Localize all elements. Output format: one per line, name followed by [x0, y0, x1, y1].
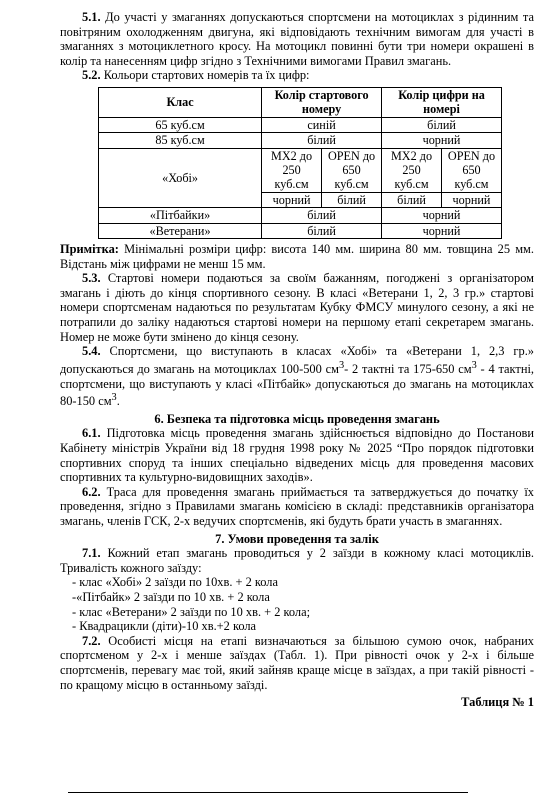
- paragraph-7-1: 7.1. Кожний етап змагань проводиться у 2 заїзди в кожному класі мотоциклів. Тривалість кожного заїзду:: [60, 546, 534, 575]
- list-item: -«Пітбайк» 2 заїзди по 10 хв. + 2 кола: [72, 589, 270, 604]
- list-item: - клас «Хобі» 2 заїзди по 10хв. + 2 кола: [72, 575, 278, 590]
- cell: білий: [262, 208, 382, 223]
- cell: чорний: [382, 223, 502, 238]
- paragraph-5-2: 5.2. Кольори стартових номерів та їх цифр:: [82, 68, 310, 83]
- th-class: Клас: [99, 87, 262, 117]
- cell: «Ветерани»: [99, 223, 262, 238]
- cell: білий: [382, 117, 502, 132]
- cell: 65 куб.см: [99, 117, 262, 132]
- cell: білий: [382, 192, 442, 207]
- table-number-label: Таблиця № 1: [461, 695, 534, 710]
- note: Примітка: Мінімальні розміри цифр: висота 140 мм. ширина 80 мм. товщина 25 мм. Відстань між цифрами не менш 15 мм.: [60, 242, 534, 271]
- cell: «Пітбайки»: [99, 208, 262, 223]
- section-6-heading: 6. Безпека та підготовка місць проведення змагань: [154, 411, 440, 426]
- cell: синій: [262, 117, 382, 132]
- cell-mx2: MX2 до 250 куб.см: [262, 148, 322, 192]
- cell: білий: [262, 223, 382, 238]
- list-item: - Квадрацикли (діти)-10 хв.+2 кола: [72, 619, 257, 634]
- start-number-colors-table: [98, 87, 502, 239]
- cell: 85 куб.см: [99, 133, 262, 148]
- paragraph-6-1: 6.1. Підготовка місць проведення змагань здійснюється відповідно до Постанови Кабінету міністрів України від 18 грудня 1998 року № 2025 “Про порядок підготовки спортивних споруд та інших спеціально відведених місць для проведення масових спортивних та культурно-видовищних заходів».: [60, 426, 534, 485]
- document-page: [60, 10, 534, 710]
- cell-open: OPEN до 650 куб.см: [322, 148, 382, 192]
- cell: білий: [262, 133, 382, 148]
- paragraph-7-2: 7.2. Особисті місця на етапі визначаються за більшою сумою очок, набраних спортсменом у 2-х і менше заїздах (Табл. 1). При рівності очок у 2-х і більше спортсменів, перевагу має той, який зайняв краще місце в заїздах, а при такій рівності - по кращому місцю в останньому заїзді.: [60, 633, 534, 692]
- cell: чорний: [382, 133, 502, 148]
- cell: білий: [322, 192, 382, 207]
- section-7-heading: 7. Умови проведення та залік: [215, 531, 379, 546]
- paragraph-5-4: 5.4. Спортсмени, що виступають в класах «Хобі» та «Ветерани 1, 2,3 гр.» допускаються до змагань на мотоциклах 100-500 $см^3-$ 2 тактні та 175-650 $см^3 - 4$ тактні, спортсмени, що виступають у класі «Пітбайк» допускаються до змагань на мотоциклах 80-150 $см^3$.: [60, 344, 534, 409]
- cell-mx2: MX2 до 250 куб.см: [382, 148, 442, 192]
- paragraph-5-1: 5.1. До участі у змаганнях допускаються спортсмени на мотоциклах з рідинним та повітряним охолодженням двигуна, які відповідають технічним вимогам для участі в змаганнях з мотоциклетного кросу. На мотоцикл повинні бути три номери окрашені в колір та нанесенням цифр згідно з Технічними вимогами Правил змагань.: [60, 10, 534, 68]
- list-item: - клас «Ветерани» 2 заїзди по 10 хв. + 2 кола;: [72, 604, 311, 619]
- cell: чорний: [382, 208, 502, 223]
- paragraph-5-3: 5.3. Стартові номери подаються за своїм бажанням, погоджені з організатором змагань і діють до кінця спортивного сезону. В класі «Ветерани 1, 2, 3 гр.» стартові номери спортсменам надаються по результатам Кубку ФМСУ минулого сезону, а які не потрапили до заліку надаються стартові номери на першому етапі секретарем змагань. Номер не може бути змінено до кінця сезону.: [60, 271, 534, 344]
- cell-open: OPEN до 650 куб.см: [442, 148, 502, 192]
- cell: чорний: [442, 192, 502, 207]
- cell: чорний: [262, 192, 322, 207]
- th-number-color: Колір стартового номеру: [262, 87, 382, 117]
- cell-hobby: «Хобі»: [99, 148, 262, 208]
- bottom-rule: [68, 792, 468, 793]
- paragraph-6-2: 6.2. Траса для проведення змагань приймається та затверджується до початку їх проведення, згідно з Правилами змагань комісією в складі: представників організатора змагань, членів ГСК, 2-х ведучих спортсменів, які будуть брати участь в змаганнях.: [60, 484, 534, 528]
- th-digit-color: Колір цифри на номері: [382, 87, 502, 117]
